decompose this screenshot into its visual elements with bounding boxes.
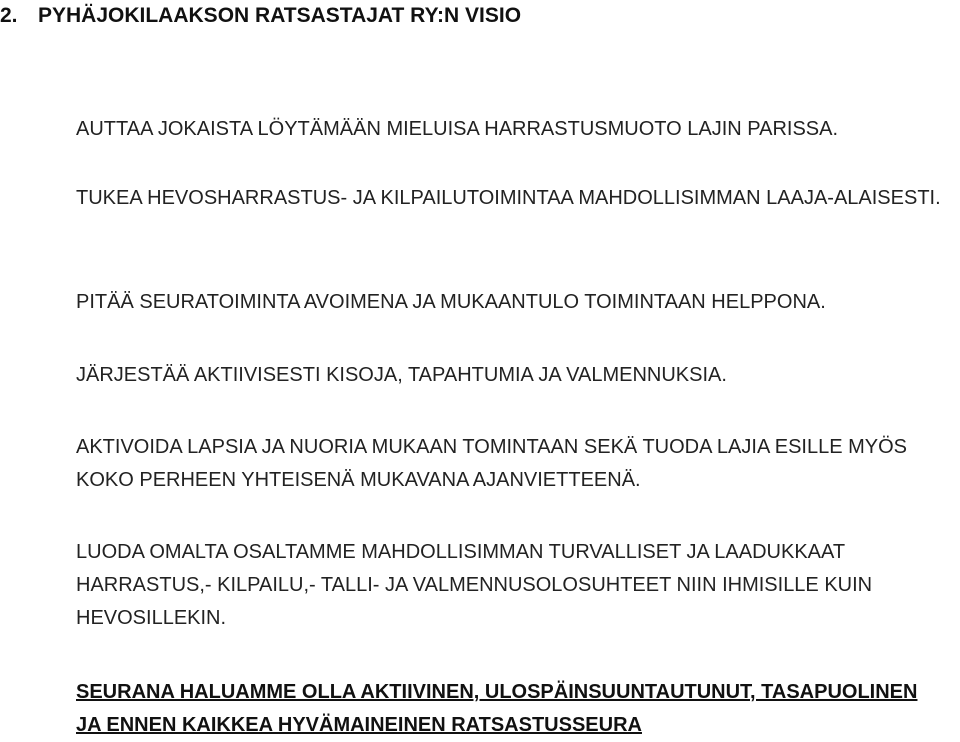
vision-paragraph-1: AUTTAA JOKAISTA LÖYTÄMÄÄN MIELUISA HARRASTUSMUOTO LAJIN PARISSA.	[76, 118, 839, 140]
vision-paragraph-5: AKTIVOIDA LAPSIA JA NUORIA MUKAAN TOMINTAAN SEKÄ TUODA LAJIA ESILLE MYÖS KOKO PERHEEN YHTEISENÄ MUKAVANA AJANVIETTEENÄ.	[76, 436, 908, 491]
section-heading	[0, 4, 521, 28]
closing-statement: SEURANA HALUAMME OLLA AKTIIVINEN, ULOSPÄINSUUNTAUTUNUT, TASAPUOLINEN JA ENNEN KAIKKEA HYVÄMAINEINEN RATSASTUSSEURA	[76, 681, 918, 736]
vision-paragraph-3: PITÄÄ SEURATOIMINTA AVOIMENA JA MUKAANTULO TOIMINTAAN HELPPONA.	[76, 291, 826, 313]
section-number: 2.	[0, 4, 18, 27]
vision-paragraph-6: LUODA OMALTA OSALTAMME MAHDOLLISIMMAN TURVALLISET JA LAADUKKAAT HARRASTUS,- KILPAILU,- TALLI- JA VALMENNUSOLOSUHTEET NIIN IHMISILLE KUIN HEVOSILLEKIN.	[76, 541, 873, 629]
section-title: PYHÄJOKILAAKSON RATSASTAJAT RY:N VISIO	[38, 4, 522, 27]
vision-paragraph-4: JÄRJESTÄÄ AKTIIVISESTI KISOJA, TAPAHTUMIA JA VALMENNUKSIA.	[76, 364, 727, 386]
vision-paragraph-2: TUKEA HEVOSHARRASTUS- JA KILPAILUTOIMINTAA MAHDOLLISIMMAN LAAJA-ALAISESTI.	[76, 187, 941, 209]
